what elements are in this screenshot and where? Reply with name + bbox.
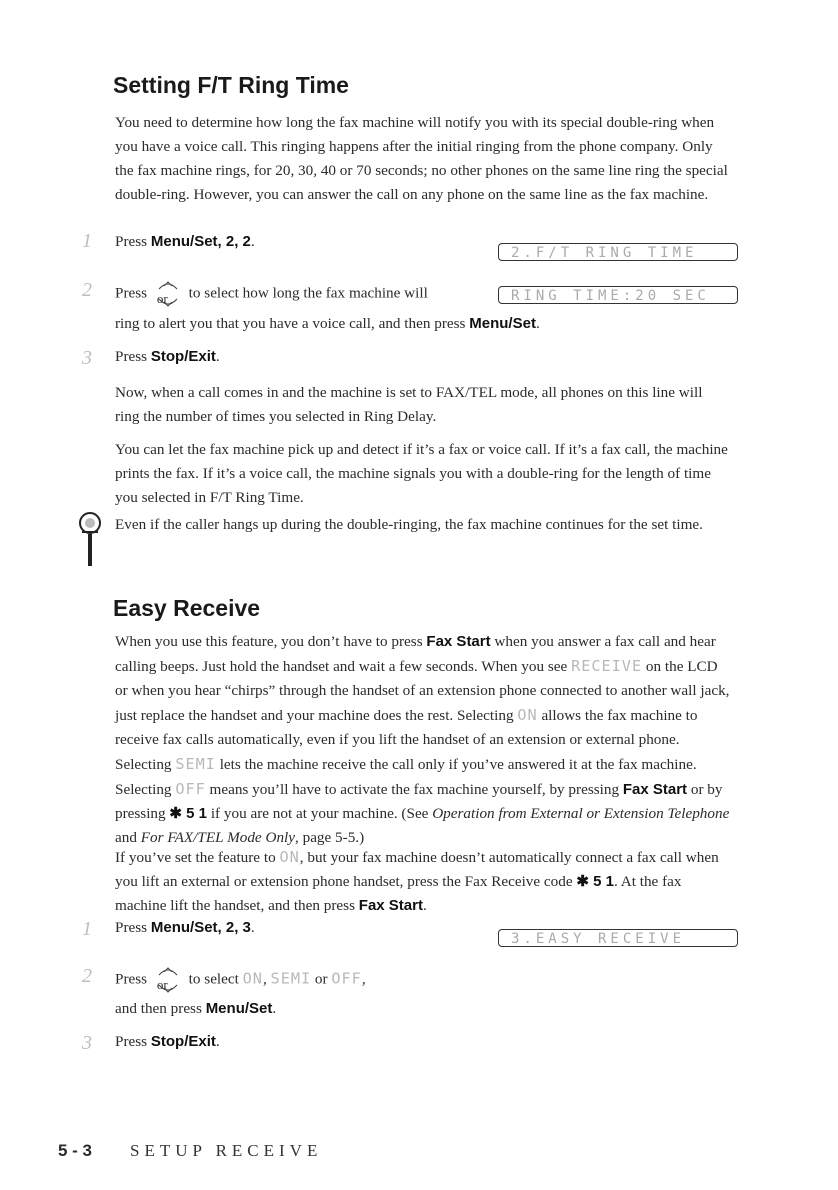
separator: , — [361, 970, 366, 988]
key-label: Menu/Set, 2, 3 — [150, 919, 251, 936]
key-label: Menu/Set — [469, 315, 536, 332]
key-label: Fax Start — [426, 633, 491, 650]
option-off: OFF — [331, 969, 362, 988]
punct: . — [250, 919, 255, 936]
key-label: Fax Start — [622, 781, 688, 798]
separator: , — [262, 970, 271, 988]
lcd-text: RECEIVE — [571, 657, 643, 675]
easy-receive-paragraph-2 — [115, 845, 730, 918]
step-number: 2 — [82, 965, 92, 987]
key-label: Stop/Exit — [150, 1033, 216, 1050]
text-run: lets the machine receive the call only if you’ve answered it at the fax machine. Selecting — [115, 756, 697, 798]
note-text: Even if the caller hangs up during the double-ringing, the fax machine continues for the set time. — [115, 516, 703, 533]
navigation-arrows-icon — [155, 963, 181, 997]
text-run: or by pressing — [115, 781, 723, 822]
text-run: and — [115, 829, 141, 846]
intro-paragraph — [115, 111, 730, 207]
text-run: when you answer a fax call and hear calling beeps. Just hold the handset and wait a few seconds. When you see — [115, 633, 716, 675]
section-title-easy-receive: Easy Receive — [113, 595, 261, 621]
er-step-2-line-2 — [115, 997, 276, 1021]
step-text: Press — [115, 919, 151, 936]
lightbulb-note-icon — [78, 512, 102, 568]
key-label: ✱ 5 1 — [576, 873, 614, 890]
paragraph-text: Now, when a call comes in and the machine is set to FAX/TEL mode, all phones on this line will ring the number of times you selected in Ring Delay. — [115, 384, 703, 425]
paragraph-detect-call — [115, 438, 730, 510]
step-number: 3 — [82, 1032, 92, 1054]
step-3-text — [115, 345, 220, 369]
key-label: Menu/Set, 2, 2 — [150, 233, 251, 250]
or-label: or — [156, 977, 168, 992]
punct: . — [215, 348, 220, 365]
paragraph-fax-tel-mode — [115, 381, 730, 429]
text-run: . — [422, 897, 427, 914]
step-text: Press — [115, 348, 151, 365]
step-text: Press — [115, 1033, 151, 1050]
step-number: 3 — [82, 347, 92, 369]
text-run: if you are not at your machine. (See — [207, 805, 433, 822]
text-run: , page 5-5.) — [295, 829, 365, 846]
lcd-text: ON — [279, 848, 300, 866]
punct: . — [215, 1033, 220, 1050]
punct: . — [272, 1000, 277, 1017]
paragraph-text — [115, 630, 730, 850]
navigation-arrows-icon — [155, 277, 181, 311]
step-2-line-2 — [115, 312, 540, 336]
text-run: , but your fax machine doesn’t automatically connect a fax call when you lift an external or extension phone handset, press the Fax Receive code — [115, 849, 719, 890]
intro-text: You need to determine how long the fax machine will notify you with its special double-ring when you have a voice call. This ringing happens after the initial ringing from the phone company. Only the fax machine rings, for 20, 30, 40 or 70 seconds; no other phones on the same line ring the special double-ring. However, you can answer the call on any phone on the same line as the fax machine. — [115, 114, 728, 203]
key-label: Fax Start — [358, 897, 423, 914]
easy-receive-paragraph-1 — [115, 630, 730, 850]
lightbulb-svg — [78, 512, 102, 568]
text-run: If you’ve set the feature to — [115, 849, 280, 866]
er-step-1-text — [115, 916, 255, 940]
key-label: Stop/Exit — [150, 348, 216, 365]
option-on: ON — [242, 969, 263, 988]
punct: . — [250, 233, 255, 250]
key-label: ✱ 5 1 — [169, 805, 208, 822]
er-step-3-text — [115, 1030, 220, 1054]
step-text: Press — [115, 233, 151, 250]
reference-title: Operation from External or Extension Telephone — [432, 805, 730, 822]
step-text: Press — [115, 970, 148, 988]
step-number: 2 — [82, 279, 92, 301]
step-text: to select how long the fax machine will — [188, 284, 428, 302]
step-text: and then press — [115, 1000, 206, 1017]
note-paragraph — [115, 513, 730, 537]
or-label: or — [156, 291, 168, 306]
lcd-text: SEMI — [175, 755, 216, 773]
text-run: . At the fax machine lift the handset, and then press — [115, 873, 682, 914]
key-label: Menu/Set — [205, 1000, 273, 1017]
text-run: When you use this feature, you don’t have to press — [115, 633, 427, 650]
lcd-display-ft-ring-time: 2.F/T RING TIME — [498, 243, 738, 261]
lcd-text: OFF — [175, 780, 206, 798]
step-text: ring to alert you that you have a voice call, and then press — [115, 315, 470, 332]
step-number: 1 — [82, 230, 92, 252]
step-1-text — [115, 230, 255, 254]
section-title-ft-ring-time: Setting F/T Ring Time — [113, 72, 349, 98]
step-text: Press — [115, 284, 148, 302]
paragraph-text — [115, 845, 730, 918]
step-text: to select — [188, 970, 243, 988]
footer-chapter-title: SETUP RECEIVE — [130, 1141, 323, 1160]
option-semi: SEMI — [270, 969, 312, 988]
step-2-line-1 — [115, 277, 428, 311]
er-step-2-line-1 — [115, 963, 366, 997]
lcd-text: ON — [517, 706, 538, 724]
punct: . — [535, 315, 540, 332]
separator: or — [311, 970, 332, 988]
lcd-display-ring-time: RING TIME:20 SEC — [498, 286, 738, 304]
text-run: allows the fax machine to receive fax calls automatically, even if you lift the handset of an extension or external phone. Selecting — [115, 707, 698, 773]
step-number: 1 — [82, 918, 92, 940]
paragraph-text: You can let the fax machine pick up and detect if it’s a fax or voice call. If it’s a fax call, the machine prints the fax. If it’s a voice call, the machine signals you with a double-ring for the length of time you selected in F/T Ring Time. — [115, 441, 728, 506]
page-number: 5 - 3 — [58, 1141, 93, 1160]
text-run: means you’ll have to activate the fax machine yourself, by pressing — [205, 781, 623, 798]
lcd-display-easy-receive: 3.EASY RECEIVE — [498, 929, 738, 947]
reference-title: For FAX/TEL Mode Only — [140, 829, 295, 846]
text-run: on the LCD or when you hear “chirps” through the handset of an extension phone connected to another wall jack, just replace the handset and your machine does the rest. Selecting — [115, 658, 730, 724]
